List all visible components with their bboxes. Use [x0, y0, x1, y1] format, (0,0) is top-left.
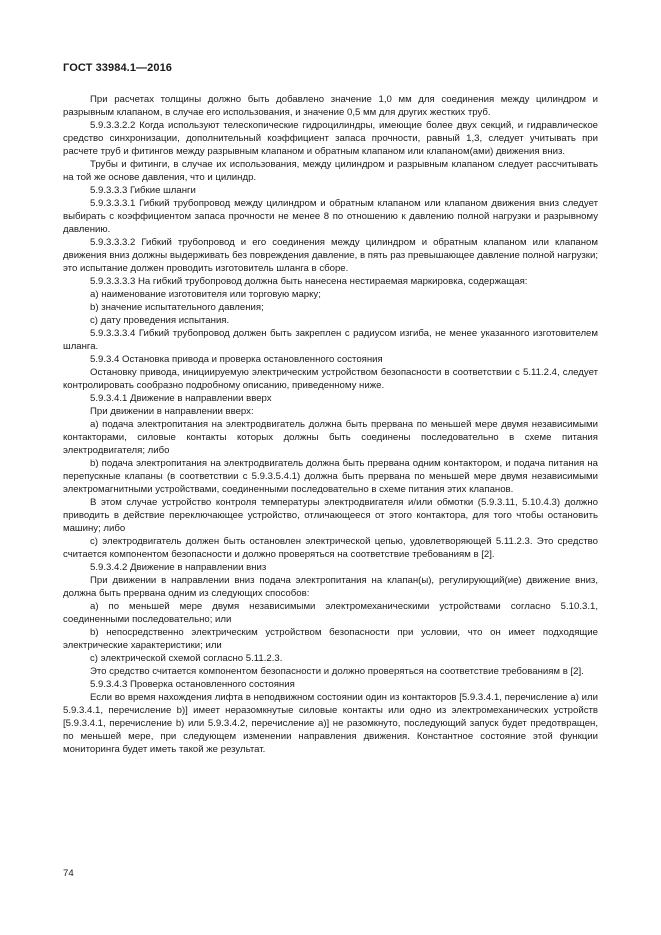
document-body	[63, 93, 598, 756]
paragraph: Трубы и фитинги, в случае их использования, между цилиндром и разрывным клапаном следует рассчитывать на той же основе давления, что и цилиндр.	[63, 159, 598, 183]
page-number: 74	[63, 868, 74, 879]
section-heading: 5.9.3.4.3 Проверка остановленного состояния	[90, 679, 295, 690]
paragraph: 5.9.3.3.3.2 Гибкий трубопровод и его соединения между цилиндром и обратным клапаном или клапаном движения вниз должны выдерживать без повреждения давление, в пять раз превышающее давление полной нагрузки; это испытание должен проводить изготовитель шланга в сборе.	[63, 237, 598, 274]
paragraph: Это средство считается компонентом безопасности и должно проверяться на соответствие требованиям в [2].	[90, 666, 584, 677]
paragraph: Остановку привода, инициируемую электрическим устройством безопасности в соответствии с 5.11.2.4, следует контролировать сообразно подробному описанию, приведенному ниже.	[63, 367, 598, 391]
section-heading: 5.9.3.4.1 Движение в направлении вверх	[90, 393, 272, 404]
paragraph: 5.9.3.3.3.4 Гибкий трубопровод должен быть закреплен с радиусом изгиба, не менее указанного изготовителем шланга.	[63, 328, 598, 352]
paragraph: При движении в направлении вниз подача электропитания на клапан(ы), регулирующий(ие) движение вниз, должна быть прервана одним из следующих способов:	[63, 575, 598, 599]
document-header: ГОСТ 33984.1—2016	[63, 62, 173, 74]
list-item: b) значение испытательного давления;	[90, 302, 264, 313]
list-item: а) по меньшей мере двумя независимыми электромеханическими устройствами согласно 5.10.3.1, соединенными последовательно; или	[63, 601, 598, 625]
list-item: c) дату проведения испытания.	[90, 315, 230, 326]
section-heading: 5.9.3.4.2 Движение в направлении вниз	[90, 562, 267, 573]
list-item: а) подача электропитания на электродвигатель должна быть прервана по меньшей мере двумя независимыми контакторами, силовые контакты которых должны быть соединены последовательно в схеме питания электродвигателя; либо	[63, 419, 598, 456]
paragraph: 5.9.3.3.3.1 Гибкий трубопровод между цилиндром и обратным клапаном или клапаном движения вниз следует выбирать с коэффициентом запаса прочности не менее 8 по отношению к давлению полной нагрузки и разрывному давлению.	[63, 198, 598, 235]
list-item: а) наименование изготовителя или торговую марку;	[90, 289, 321, 300]
paragraph: В этом случае устройство контроля температуры электродвигателя и/или обмотки (5.9.3.11, 5.10.4.3) должно приводить в действие переключающее устройство, отличающееся от этого контактора, для того чтобы остановить машину; либо	[63, 497, 598, 534]
paragraph: Если во время нахождения лифта в неподвижном состоянии один из контакторов [5.9.3.4.1, перечисление а) или 5.9.3.4.1, перечисление b)] имеет неразомкнутые силовые контакты или одно из электромеханических устройств [5.9.3.4.1, перечисление b) или 5.9.3.4.2, перечисление а)] не разомкнуто, последующий запуск будет предотвращен, по меньшей мере, при следующем изменении направления движения. Константное состояние этой функции мониторинга будет иметь такой же результат.	[63, 692, 598, 755]
list-item: b) непосредственно электрическим устройством безопасности при условии, что он имеет подходящие электрические характеристики; или	[63, 627, 598, 651]
paragraph: При движении в направлении вверх:	[90, 406, 254, 417]
section-heading: 5.9.3.4 Остановка привода и проверка остановленного состояния	[90, 354, 383, 365]
paragraph: 5.9.3.3.3.3 На гибкий трубопровод должна быть нанесена нестираемая маркировка, содержащая:	[90, 276, 528, 287]
paragraph: 5.9.3.3.2.2 Когда используют телескопические гидроцилиндры, имеющие более двух секций, и гидравлическое средство синхронизации, дополнительный коэффициент запаса прочности, равный 1,3, следует учитывать при расчете труб и фитингов между разрывным клапаном и обратным клапаном или клапаном(ами) движения вниз.	[63, 120, 598, 157]
section-heading: 5.9.3.3.3 Гибкие шланги	[90, 185, 196, 196]
list-item: c) электрической схемой согласно 5.11.2.3.	[90, 653, 283, 664]
paragraph: При расчетах толщины должно быть добавлено значение 1,0 мм для соединения между цилиндром и разрывным клапаном, в случае его использования, и значение 0,5 мм для других жестких труб.	[63, 94, 598, 118]
list-item: c) электродвигатель должен быть остановлен электрической цепью, удовлетворяющей 5.11.2.3. Это средство считается компонентом безопасности и должно проверяться на соответствие требованиям в [2].	[63, 536, 598, 560]
list-item: b) подача электропитания на электродвигатель должна быть прервана одним контактором, и подача питания на перепускные клапаны (в соответствии с 5.9.3.5.4.1) должна быть прервана по меньшей мере двумя независимыми электромагнитными устройствами, соединенными последовательно в схеме питания этих клапанов.	[63, 458, 598, 495]
